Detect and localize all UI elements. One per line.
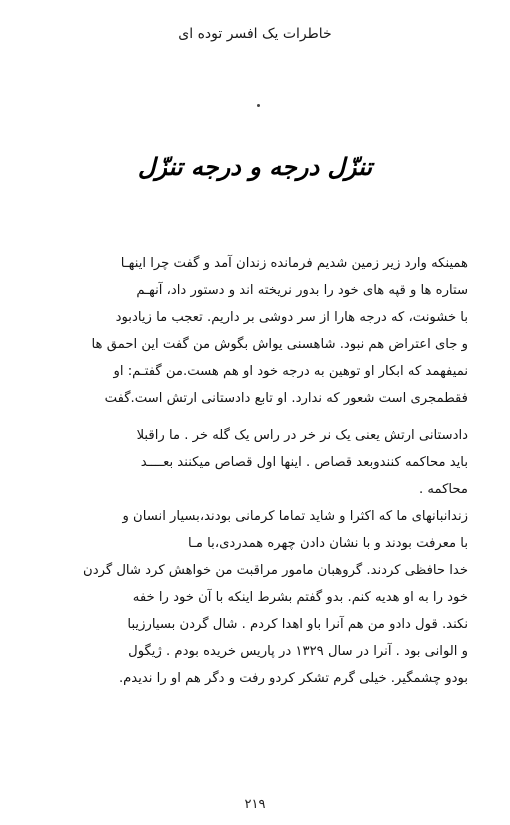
- text-line: نمیفهمد که ابکار او توهین به درجه خود او هم هست.من گفتـم: او: [113, 364, 468, 379]
- text-line: نکند. قول دادو من هم آنرا باو اهدا کردم . شال گردن بسیارزیبا: [127, 617, 468, 632]
- text-line: و الوانی بود . آنرا در سال ۱۳۲۹ در پاریس خریده بودم . ژیگول: [128, 644, 468, 659]
- text-line: و جای اعتراض هم نبود. شاهسنی یواش بگوش من گفت این احمق ها: [91, 337, 468, 352]
- text-line: با خشونت، که درجه هارا از سر دوشی بر داریم. تعجب ما زیادبود: [115, 310, 468, 325]
- page-number: ۲۱۹: [244, 797, 266, 812]
- text-line: محاکمه .: [419, 482, 468, 497]
- body-text: [48, 250, 468, 692]
- text-line: بودو چشمگیر. خیلی گرم تشکر کردو رفت و دگر هم او را ندیدم.: [118, 671, 468, 686]
- running-header: خاطرات یک افسر توده ای: [178, 26, 332, 42]
- text-line: همینکه وارد زیر زمین شدیم فرمانده زندان آمد و گفت چرا اینهـا: [120, 256, 468, 271]
- text-line: خدا حافظی کردند. گروهبان مامور مراقبت من خواهش کرد شال گردن: [83, 563, 468, 578]
- text-line: زندانبانهای ما که اکثرا و شاید تماما کرمانی بودند،بسیار انسان و: [122, 509, 468, 524]
- text-line: ستاره ها و قپه های خود را بدور نریخته اند و دستور داد، آنهـم: [136, 283, 468, 298]
- text-line: خود را به او هدیه کنم. بدو گفتم بشرط اینکه با آن خود را خفه: [132, 590, 468, 605]
- text-line: باید محاکمه کنندوبعد قصاص . اینها اول قصاص میکنند بعــــد: [140, 455, 468, 470]
- text-line: دادستانی ارتش یعنی یک نر خر در راس یک گله خر . ما راقبلا: [136, 428, 468, 443]
- chapter-title: تنزّل درجه و درجه تنزّل: [137, 152, 373, 181]
- text-line: با معرفت بودند و با نشان دادن چهره همدردی،با مـا: [188, 536, 468, 551]
- text-line: فقطمجری است شعور که ندارد. او تابع دادستانی ارتش است.گفت: [104, 391, 468, 406]
- ornament-dot: [257, 104, 260, 107]
